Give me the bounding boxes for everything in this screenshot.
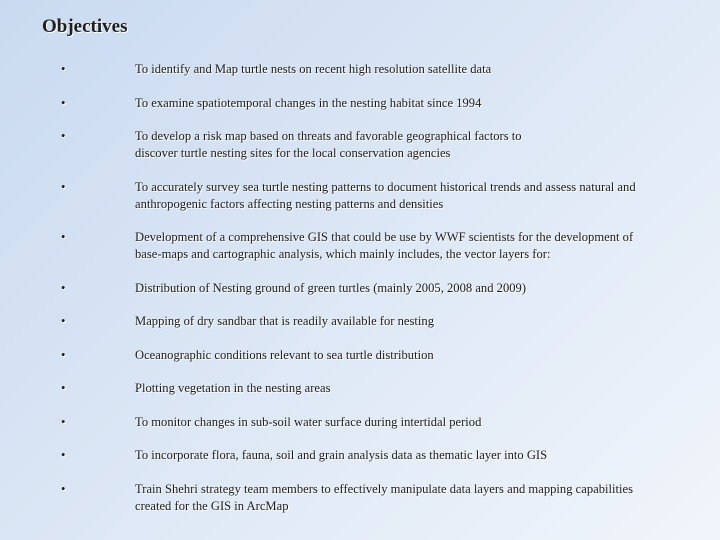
- bullet-icon: •: [61, 448, 66, 462]
- objective-item: [0, 280, 720, 297]
- objective-text-line: Mapping of dry sandbar that is readily available for nesting: [135, 314, 435, 328]
- bullet-icon: •: [61, 179, 66, 194]
- objective-text-line: To examine spatiotemporal changes in the nesting habitat since 1994: [135, 95, 482, 110]
- objective-text-line: Distribution of Nesting ground of green turtles (mainly 2005, 2008 and 2009): [135, 280, 527, 295]
- objective-item: [0, 95, 720, 112]
- objective-text-line: To accurately survey sea turtle nesting patterns to document historical trends and assess natural and: [135, 179, 636, 194]
- objective-text-line: To develop a risk map based on threats and favorable geographical factors to: [135, 129, 522, 143]
- objective-item: [0, 179, 720, 213]
- bullet-icon: •: [61, 314, 66, 328]
- objective-text-line: Oceanographic conditions relevant to sea turtle distribution: [135, 347, 434, 362]
- objective-item: [0, 414, 720, 431]
- bullet-icon: •: [61, 280, 66, 295]
- slide-title: Objectives: [42, 16, 128, 37]
- objective-item: [0, 229, 720, 263]
- bullet-icon: •: [61, 62, 66, 76]
- objective-text-line: Train Shehri strategy team members to effectively manipulate data layers and mapping capabilities: [135, 481, 634, 496]
- objective-text-line: created for the GIS in ArcMap: [135, 498, 289, 513]
- objective-item: [0, 447, 720, 464]
- objective-text-line: Plotting vegetation in the nesting areas: [135, 381, 331, 395]
- objective-text-line: anthropogenic factors affecting nesting patterns and densities: [135, 196, 444, 211]
- objective-item: [0, 313, 720, 330]
- objective-item: [0, 481, 720, 515]
- objective-text-line: base-maps and cartographic analysis, which mainly includes, the vector layers for:: [135, 247, 551, 261]
- bullet-icon: •: [61, 95, 66, 110]
- objective-text-line: To monitor changes in sub-soil water surface during intertidal period: [135, 414, 482, 429]
- bullet-icon: •: [61, 347, 66, 362]
- bullet-icon: •: [61, 414, 66, 429]
- bullet-icon: •: [61, 230, 66, 244]
- objective-item: [0, 128, 720, 162]
- bullet-icon: •: [61, 481, 66, 496]
- objectives-list: [0, 61, 720, 531]
- objective-text-line: discover turtle nesting sites for the local conservation agencies: [135, 146, 451, 160]
- bullet-icon: •: [61, 381, 66, 395]
- objective-item: [0, 380, 720, 397]
- objective-text-line: Development of a comprehensive GIS that could be use by WWF scientists for the development of: [135, 230, 634, 244]
- bullet-icon: •: [61, 129, 66, 143]
- objective-text-line: To identify and Map turtle nests on recent high resolution satellite data: [135, 62, 492, 76]
- objective-item: [0, 347, 720, 364]
- objective-item: [0, 61, 720, 78]
- objective-text-line: To incorporate flora, fauna, soil and grain analysis data as thematic layer into GIS: [135, 448, 548, 462]
